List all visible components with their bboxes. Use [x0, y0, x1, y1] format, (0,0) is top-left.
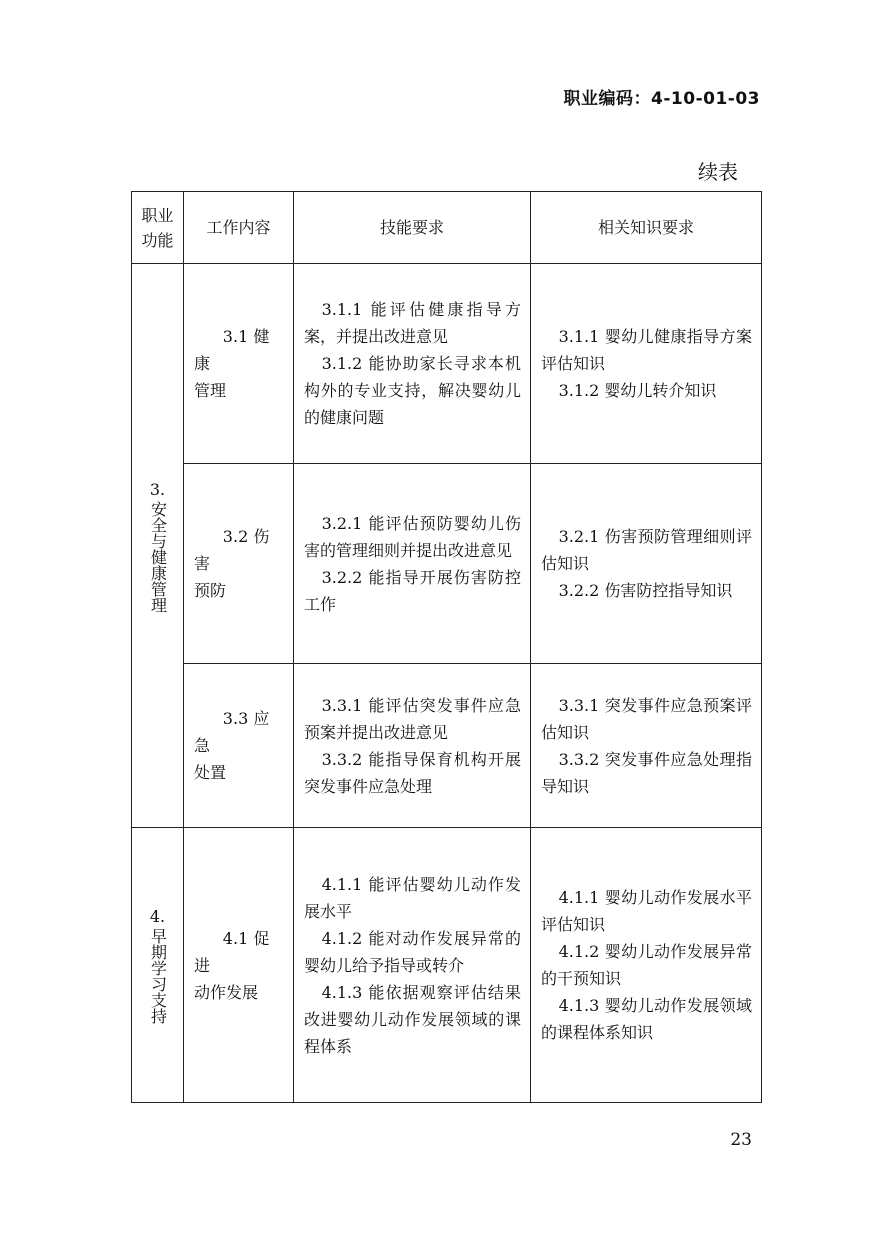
table-row	[132, 664, 762, 828]
function-cell	[132, 828, 184, 1103]
knowledge-item: 3.1.2 婴幼儿转介知识	[558, 381, 717, 400]
table-row	[132, 828, 762, 1103]
table-row	[132, 464, 762, 664]
knowledge-item: 3.2.1 伤害预防管理细则评估知识	[541, 527, 752, 573]
skill-item: 4.1.3 能依据观察评估结果改进婴幼儿动作发展领域的课程体系	[304, 982, 521, 1056]
skill-cell	[294, 664, 531, 828]
function-number: 3.	[149, 479, 166, 499]
work-content-cell: 3.2 伤害 预防	[184, 464, 294, 664]
table-header-row	[132, 192, 762, 264]
knowledge-cell	[531, 264, 762, 464]
knowledge-item: 3.3.2 突发事件应急处理指导知识	[541, 749, 752, 796]
skill-cell	[294, 264, 531, 464]
function-name: 早期学习支持	[148, 928, 168, 1024]
knowledge-item: 3.1.1 婴幼儿健康指导方案评估知识	[541, 327, 752, 373]
skill-item: 3.3.1 能评估突发事件应急预案并提出改进意见	[304, 695, 521, 742]
page-number: 23	[730, 1130, 752, 1150]
knowledge-cell	[531, 464, 762, 664]
knowledge-cell	[531, 828, 762, 1103]
occupation-code: 职业编码：4-10-01-03	[563, 89, 760, 109]
function-number: 4.	[149, 907, 166, 926]
skill-cell	[294, 464, 531, 664]
header-skill: 技能要求	[294, 192, 531, 264]
skill-item: 4.1.1 能评估婴幼儿动作发展水平	[304, 874, 521, 921]
knowledge-item: 4.1.2 婴幼儿动作发展异常的干预知识	[541, 942, 752, 988]
knowledge-cell	[531, 664, 762, 828]
work-content-cell: 3.3 应急 处置	[184, 664, 294, 828]
header-work-content: 工作内容	[184, 192, 294, 264]
header-knowledge: 相关知识要求	[531, 192, 762, 264]
skill-item: 4.1.2 能对动作发展异常的婴幼儿给予指导或转介	[304, 928, 521, 975]
table-row	[132, 264, 762, 464]
skill-item: 3.3.2 能指导保育机构开展突发事件应急处理	[304, 749, 521, 796]
work-content-cell: 4.1 促进 动作发展	[184, 828, 294, 1103]
skill-cell	[294, 828, 531, 1103]
standards-table	[131, 191, 762, 1103]
header-function: 职业 功能	[132, 192, 184, 264]
skill-item: 3.1.1 能评估健康指导方案，并提出改进意见	[304, 300, 521, 346]
work-content-cell: 3.1 健康 管理	[184, 264, 294, 464]
skill-item: 3.2.1 能评估预防婴幼儿伤害的管理细则并提出改进意见	[304, 513, 521, 560]
skill-item: 3.1.2 能协助家长寻求本机构外的专业支持，解决婴幼儿的健康问题	[304, 354, 521, 427]
knowledge-item: 3.3.1 突发事件应急预案评估知识	[541, 695, 752, 742]
function-name: 安全与健康管理	[148, 500, 168, 613]
knowledge-item: 4.1.1 婴幼儿动作发展水平评估知识	[541, 888, 752, 934]
skill-item: 3.2.2 能指导开展伤害防控工作	[304, 567, 521, 614]
function-cell	[132, 264, 184, 828]
continued-label: 续表	[698, 160, 738, 184]
knowledge-item: 4.1.3 婴幼儿动作发展领域的课程体系知识	[541, 996, 752, 1042]
knowledge-item: 3.2.2 伤害防控指导知识	[558, 581, 733, 600]
